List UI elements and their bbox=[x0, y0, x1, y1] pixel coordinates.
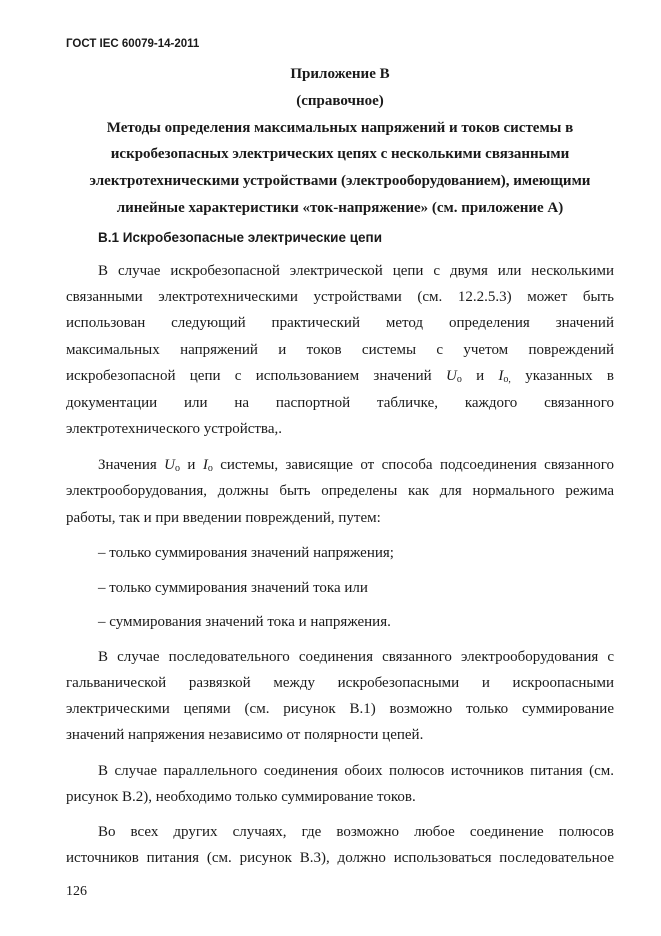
text-span: системы, зависящие от способа подсоединения связанного bbox=[220, 457, 615, 473]
document-header: ГОСТ IEC 60079-14-2011 bbox=[66, 38, 200, 50]
paragraph-line: связанными электротехническими устройствами (см. 12.2.5.3) может быть bbox=[66, 289, 614, 305]
symbol-subscript: o, bbox=[503, 374, 511, 385]
paragraph-line: В случае искробезопасной электрической цепи с двумя или несколькими bbox=[98, 263, 614, 279]
symbol-i: I bbox=[202, 457, 208, 473]
paragraph-line: электрическими цепями (см. рисунок В.1) возможно только суммирование bbox=[66, 701, 614, 717]
appendix-status: (справочное) bbox=[296, 93, 384, 109]
appendix-title-line: электротехническими устройствами (электрооборудованием), имеющими bbox=[89, 173, 591, 189]
text-span: искробезопасной цепи с использованием значений bbox=[66, 368, 432, 384]
symbol-u: U bbox=[164, 457, 175, 473]
section-heading: В.1 Искробезопасные электрические цепи bbox=[98, 230, 382, 245]
paragraph-line: В случае параллельного соединения обоих полюсов источников питания (см. bbox=[98, 763, 614, 779]
paragraph-line: гальванической развязкой между искробезопасными и искроопасными bbox=[66, 675, 614, 691]
symbol-i: I bbox=[498, 368, 504, 384]
paragraph-line: Во всех других случаях, где возможно любое соединение полюсов bbox=[98, 824, 614, 840]
paragraph-line: электротехнического устройства,. bbox=[66, 421, 282, 437]
page-number: 126 bbox=[66, 884, 87, 899]
paragraph-line: максимальных напряжений и токов системы с учетом повреждений bbox=[66, 342, 614, 358]
symbol-subscript: o bbox=[456, 374, 462, 385]
paragraph-line: документации или на паспортной табличке, каждого связанного bbox=[66, 395, 614, 411]
text-span: и bbox=[476, 368, 485, 384]
text-span: указанных в bbox=[525, 368, 614, 384]
paragraph-line bbox=[98, 455, 614, 475]
paragraph-line: работы, так и при введении повреждений, путем: bbox=[66, 510, 381, 526]
list-item: – только суммирования значений тока или bbox=[98, 580, 368, 596]
list-item: – только суммирования значений напряжения; bbox=[98, 545, 394, 561]
text-span: и bbox=[187, 457, 196, 473]
symbol-subscript: o bbox=[207, 463, 213, 474]
appendix-title-line: искробезопасных электрических цепях с несколькими связанными bbox=[110, 146, 570, 162]
paragraph-line: рисунок В.2), необходимо только суммирование токов. bbox=[66, 789, 416, 805]
symbol-subscript: o bbox=[175, 463, 180, 474]
paragraph-line: электрооборудования, должны быть определены как для нормального режима bbox=[66, 483, 614, 499]
paragraph-line: источников питания (см. рисунок В.3), должно использоваться последовательное bbox=[66, 850, 614, 866]
list-item: – суммирования значений тока и напряжения. bbox=[98, 614, 391, 630]
appendix-label: Приложение В bbox=[290, 66, 390, 82]
paragraph-line bbox=[66, 366, 614, 386]
paragraph-line: значений напряжения независимо от полярности цепей. bbox=[66, 727, 424, 743]
appendix-title-line: линейные характеристики «ток-напряжение» (см. приложение А) bbox=[116, 200, 564, 216]
paragraph-line: использован следующий практический метод определения значений bbox=[66, 315, 614, 331]
paragraph-line: В случае последовательного соединения связанного электрооборудования с bbox=[98, 649, 614, 665]
text-span: Значения bbox=[98, 457, 157, 473]
symbol-u: U bbox=[445, 368, 457, 384]
appendix-title-line: Методы определения максимальных напряжений и токов системы в bbox=[106, 120, 574, 136]
